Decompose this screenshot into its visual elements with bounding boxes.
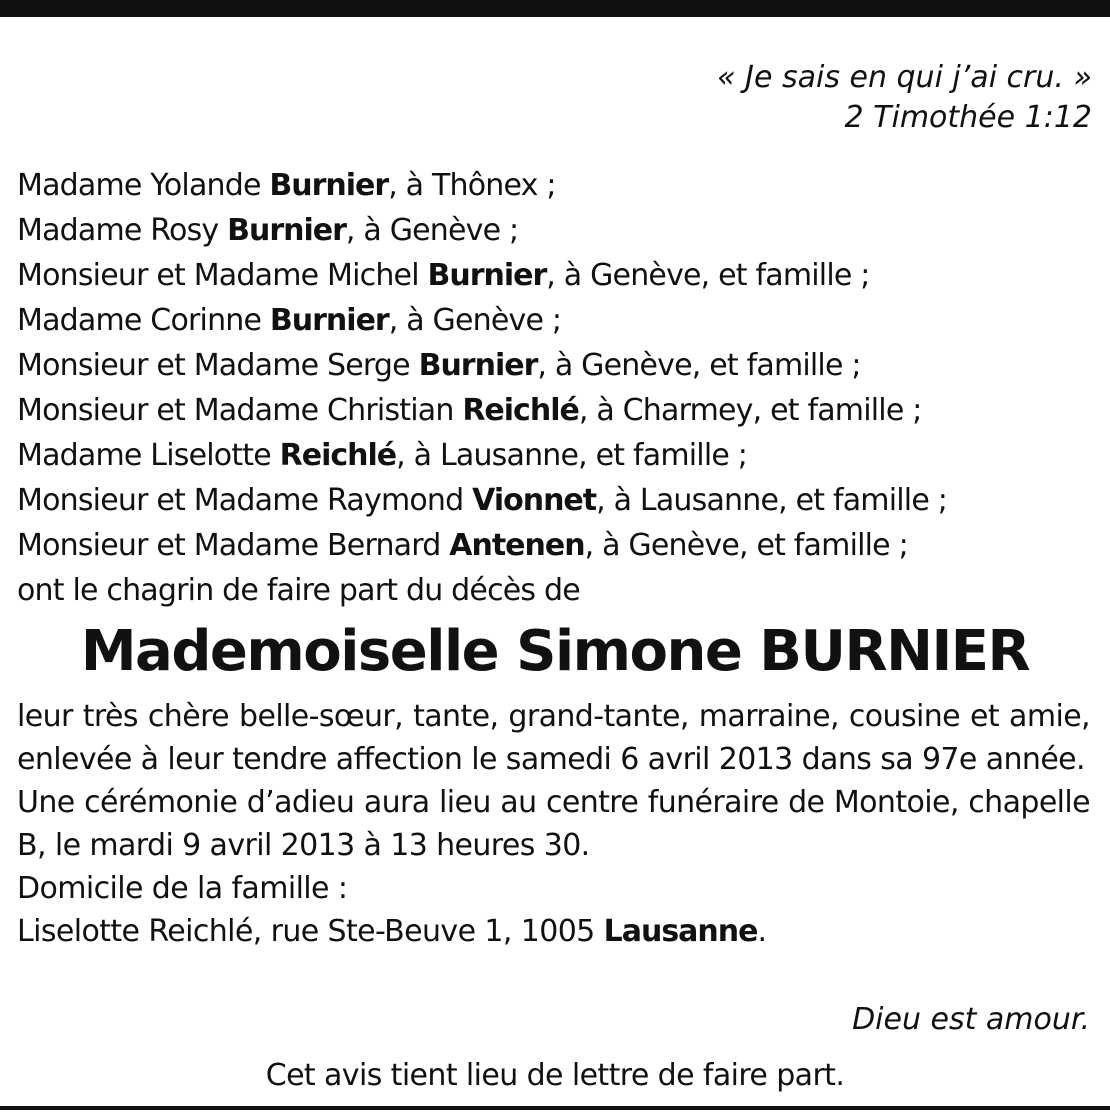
- mourner-line: [17, 208, 947, 253]
- domicile-street: Liselotte Reichlé, rue Ste-Beuve 1, 1005: [17, 914, 604, 949]
- closing-phrase: Dieu est amour.: [852, 1002, 1090, 1037]
- footer-note: Cet avis tient lieu de lettre de faire part.: [265, 1058, 845, 1093]
- mourner-surname: Burnier: [269, 303, 389, 338]
- mourner-surname: Antenen: [449, 528, 585, 563]
- mourner-line: [17, 253, 947, 298]
- announcement-line: ont le chagrin de faire part du décès de: [17, 573, 580, 608]
- mourner-surname: Reichlé: [462, 393, 579, 428]
- mourners-list: [17, 163, 947, 613]
- mourner-line: [17, 433, 947, 478]
- mourner-prefix: Madame Yolande: [17, 168, 270, 203]
- mourner-prefix: Monsieur et Madame Raymond: [17, 483, 473, 518]
- mourner-prefix: Monsieur et Madame Bernard: [17, 528, 450, 563]
- mourner-suffix: , à Genève ;: [345, 213, 519, 248]
- mourner-line: [17, 163, 947, 208]
- epigraph: [717, 58, 1092, 138]
- mourner-suffix: , à Genève ;: [388, 303, 562, 338]
- mourner-surname: Burnier: [418, 348, 538, 383]
- mourner-surname: Vionnet: [472, 483, 597, 518]
- domicile-label: Domicile de la famille :: [17, 871, 348, 906]
- tribute-paragraph: leur très chère belle-sœur, tante, grand-tante, marraine, cousine et amie, enlevée à leur tendre affection le samedi 6 avril 2013 dans sa 97e année.: [17, 699, 1090, 777]
- mourner-prefix: Madame Liselotte: [17, 438, 280, 473]
- mourner-suffix: , à Genève, et famille ;: [584, 528, 908, 563]
- mourner-suffix: , à Thônex ;: [388, 168, 556, 203]
- mourner-prefix: Monsieur et Madame Michel: [17, 258, 428, 293]
- mourner-surname: Burnier: [269, 168, 389, 203]
- mourner-line: [17, 478, 947, 523]
- mourner-line: [17, 343, 947, 388]
- mourner-suffix: , à Genève, et famille ;: [537, 348, 861, 383]
- domicile-address: [17, 910, 1090, 953]
- mourner-surname: Reichlé: [279, 438, 397, 473]
- domicile-end: .: [757, 914, 767, 949]
- notice-body: [17, 695, 1090, 953]
- bottom-border-rule: [0, 1106, 1110, 1110]
- domicile-city: Lausanne: [603, 914, 758, 949]
- mourner-line: [17, 388, 947, 433]
- mourner-surname: Burnier: [427, 258, 547, 293]
- mourner-prefix: Madame Rosy: [17, 213, 228, 248]
- mourner-suffix: , à Genève, et famille ;: [546, 258, 870, 293]
- mourner-suffix: , à Lausanne, et famille ;: [396, 438, 748, 473]
- mourner-surname: Burnier: [227, 213, 346, 248]
- mourner-prefix: Madame Corinne: [17, 303, 270, 338]
- top-border-rule: [0, 0, 1110, 17]
- epigraph-quote: « Je sais en qui j’ai cru. »: [717, 60, 1092, 95]
- mourner-line: [17, 298, 947, 343]
- deceased-name: Mademoiselle Simone BURNIER: [80, 619, 1030, 684]
- epigraph-reference: 2 Timothée 1:12: [844, 100, 1092, 135]
- mourner-prefix: Monsieur et Madame Christian: [17, 393, 463, 428]
- ceremony-paragraph: Une cérémonie d’adieu aura lieu au centre funéraire de Montoie, chapelle B, le mardi 9 avril 2013 à 13 heures 30.: [17, 785, 1090, 863]
- mourner-line: [17, 523, 947, 568]
- mourner-suffix: , à Charmey, et famille ;: [578, 393, 922, 428]
- mourner-suffix: , à Lausanne, et famille ;: [596, 483, 948, 518]
- mourner-prefix: Monsieur et Madame Serge: [17, 348, 419, 383]
